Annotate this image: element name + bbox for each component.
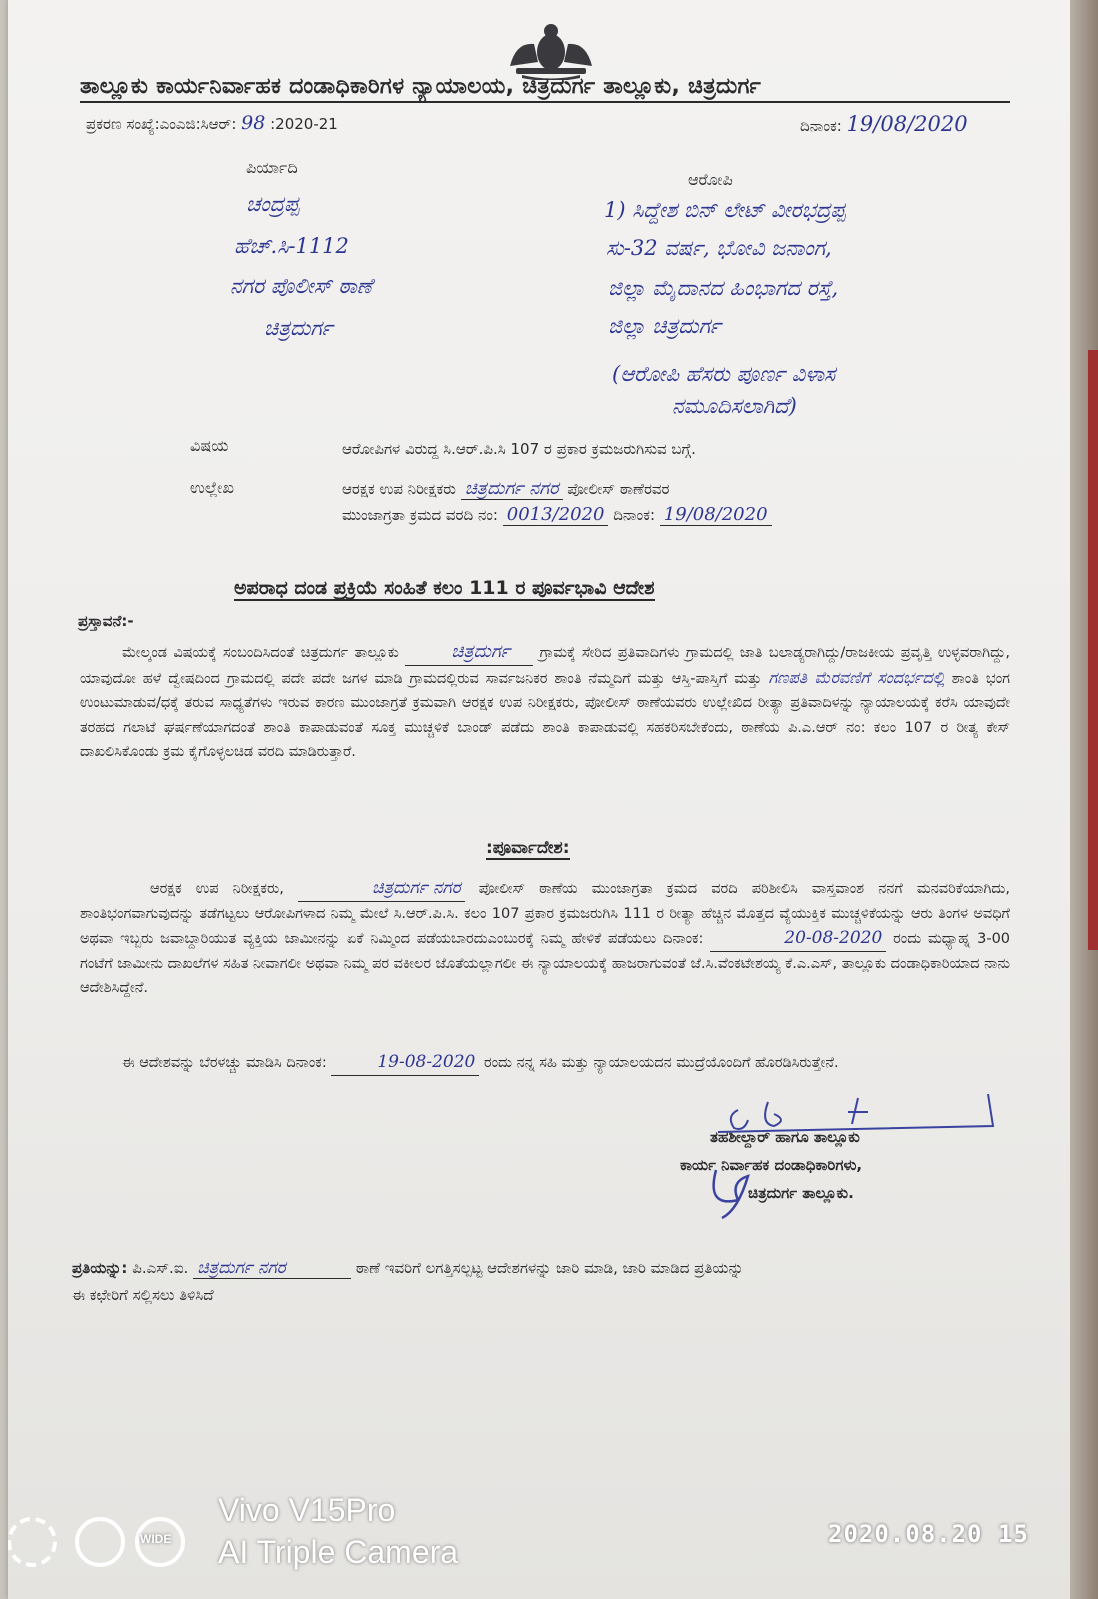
camera-model: Vivo V15Pro bbox=[218, 1492, 396, 1528]
accused-line-3: ಜಿಲ್ಲಾ ಮೈದಾನದ ಹಿಂಭಾಗದ ರಸ್ತೆ, bbox=[608, 276, 839, 300]
camera-lens-icon bbox=[8, 1508, 198, 1588]
copy-station-fill: ಚಿತ್ರದುರ್ಗ ನಗರ bbox=[193, 1258, 351, 1279]
order-title: ಅಪರಾಧ ದಂಡ ಪ್ರಕ್ರಿಯೆ ಸಂಹಿತೆ ಕಲಂ 111 ರ ಪೂರ್ವಭಾವಿ ಆದೇಶ bbox=[234, 577, 655, 599]
state-emblem-icon bbox=[502, 22, 600, 80]
order-paragraph bbox=[80, 876, 1010, 1001]
preamble-label: ಪ್ರಸ್ತಾವನೆ:- bbox=[78, 612, 134, 630]
station-fill: ಚಿತ್ರದುರ್ಗ ನಗರ bbox=[298, 876, 465, 902]
report-date-fill: 19/08/2020 bbox=[660, 504, 772, 526]
case-number-label: ಪ್ರಕರಣ ಸಂಖ್ಯೆ:ಎಂಎಜಿ:ಸಿಆರ್: bbox=[86, 115, 237, 133]
photo-timestamp: 2020.08.20 15 bbox=[828, 1520, 1029, 1548]
signatory-line-2: ಕಾರ್ಯ ನಿರ್ವಾಹಕ ದಂಡಾಧಿಕಾರಿಗಳು, bbox=[680, 1156, 863, 1174]
accused-line-6: ನಮೂದಿಸಲಾಗಿದೆ) bbox=[672, 394, 797, 418]
complainant-heading: ಪಿರ್ಯಾದಿ bbox=[246, 158, 298, 177]
accused-line-5: (ಆರೋಪಿ ಹೆಸರು ಪೂರ್ಣ ವಿಳಾಸ bbox=[612, 362, 836, 386]
complainant-line-2: ಹೆಚ್.ಸಿ-1112 bbox=[234, 234, 349, 258]
case-number-value: 98 bbox=[241, 112, 266, 134]
date-label: ದಿನಾಂಕ: bbox=[800, 117, 842, 135]
copy-to-line-1 bbox=[72, 1258, 744, 1279]
case-year: :2020-21 bbox=[270, 115, 338, 133]
subject-label: ವಿಷಯ bbox=[190, 436, 229, 455]
reference-line-2 bbox=[342, 504, 772, 526]
preamble-paragraph bbox=[80, 640, 1010, 765]
case-number-line bbox=[86, 112, 338, 134]
accused-line-2: ಸು-32 ವರ್ಷ, ಭೋವಿ ಜನಾಂಗ, bbox=[606, 236, 832, 260]
document-page bbox=[8, 0, 1070, 1599]
paragraph-text: ರಂದು ನನ್ನ ಸಹಿ ಮತ್ತು ನ್ಯಾಯಾಲಯದನ ಮುದ್ರೆಯೊಂದಿಗೆ ಹೊರಡಿಸಿರುತ್ತೇನೆ. bbox=[483, 1055, 839, 1071]
accused-heading: ಆರೋಪಿ bbox=[688, 170, 733, 189]
paragraph-text: ಪೋಲೀಸ್ ಠಾಣೆಯ ಮುಂಜಾಗ್ರತಾ ಕ್ರಮದ ವರದಿ ಪರಿಶೀಲಿಸಿ ವಾಸ್ತವಾಂಶ ನನಗೆ ಮನವರಿಕೆಯಾಗಿದು, ಶಾಂತಿಭಂಗವಾಗುವುದನ್ನು ತಡೆಗಟ್ಟಲು ಆರೋಪಿಗಳಾದ ನಿಮ್ಮ ಮೇಲೆ ಸಿ.ಆರ್.ಪಿ.ಸಿ. ಕಲಂ 107 ಪ್ರಕಾರ ಕ್ರಮಜರುಗಿಸಿ 111 ರ ರೀತ್ಯಾ ಹೆಚ್ಚಿನ ಮೊತ್ತದ ವ್ಯೆಯುಕ್ತಿಕ ಮುಚ್ಚಳಿಕೆಯನ್ನು ಆರು ತಿಂಗಳ ಅವಧಿಗೆ ಅಥವಾ ಇಬ್ಬರು ಜವಾಬ್ದಾರಿಯುತ ವ್ಯಕ್ತಿಯ ಜಾಮೀನನ್ನು ಏಕೆ ನಿಮ್ಮಿಂದ ಪಡೆಯಬಾರದುಎಂಬುರಕ್ಕೆ ನಿಮ್ಮ ಹೇಳಿಕೆ ಪಡೆಯಲು ದಿನಾಂಕ: bbox=[80, 881, 1011, 947]
accused-line-4: ಜಿಲ್ಲಾ ಚಿತ್ರದುರ್ಗ bbox=[608, 314, 721, 338]
copy-to-text: ಠಾಣೆ ಇವರಿಗೆ ಲಗತ್ತಿಸಲ್ಪಟ್ಟ ಆದೇಶಗಳನ್ನು ಜಾರಿ ಮಾಡಿ, ಜಾರಿ ಮಾಡಿದ ಪ್ರತಿಯನ್ನು bbox=[355, 1259, 744, 1277]
camera-caption: AI Triple Camera bbox=[218, 1534, 459, 1570]
paragraph-text: ಈ ಆದೇಶವನ್ನು ಬೆರಳಚ್ಚು ಮಾಡಿಸಿ ದಿನಾಂಕ: bbox=[122, 1055, 327, 1071]
complainant-line-1: ಚಂದ್ರಪ್ಪ bbox=[246, 192, 300, 216]
reference-text: ಮುಂಜಾಗ್ರತಾ ಕ್ರಮದ ವರದಿ ನಂ: bbox=[342, 506, 498, 524]
issue-date-fill: 19-08-2020 bbox=[331, 1050, 479, 1076]
copy-to-text: ಪಿ.ಎಸ್.ಐ. bbox=[132, 1259, 189, 1277]
signatory-line-1: ತಹಶೀಲ್ದಾರ್ ಹಾಗೂ ತಾಲ್ಲೂಕು bbox=[710, 1128, 860, 1146]
reference-station-fill: ಚಿತ್ರದುರ್ಗ ನಗರ bbox=[461, 478, 563, 500]
order-date-line bbox=[800, 112, 968, 136]
complainant-line-3: ನಗರ ಪೊಲೀಸ್ ಠಾಣೆ bbox=[230, 274, 373, 298]
paragraph-text: ಮೇಲ್ಕಂಡ ವಿಷಯಕ್ಕೆ ಸಂಬಂದಿಸಿದಂತೆ ಚಿತ್ರದುರ್ಗ ತಾಲ್ಲೂಕು bbox=[122, 645, 399, 661]
report-number-fill: 0013/2020 bbox=[503, 504, 609, 526]
issuance-paragraph bbox=[80, 1050, 1010, 1076]
paragraph-text: ಆರಕ್ಷಕ ಉಪ ನಿರೀಕ್ಷಕರು, bbox=[150, 881, 284, 897]
occasion-fill: ಗಣಪತಿ ಮೆರವಣಿಗೆ ಸಂದರ್ಭದಲ್ಲಿ bbox=[768, 667, 945, 687]
folder-edge bbox=[1088, 350, 1098, 950]
signatory-line-3: ಚಿತ್ರದುರ್ಗ ತಾಲ್ಲೂಕು. bbox=[748, 1184, 854, 1202]
village-fill: ಚಿತ್ರದುರ್ಗ bbox=[405, 640, 533, 666]
reference-line-1 bbox=[342, 478, 669, 500]
reference-text: ಪೋಲೀಸ್ ಠಾಣೆರವರ bbox=[567, 480, 670, 498]
reference-text: ಆರಕ್ಷಕ ಉಪ ನಿರೀಕ್ಷಕರು bbox=[342, 480, 456, 498]
preliminary-order-heading: :ಪೂರ್ವಾದೇಶ: bbox=[486, 838, 570, 858]
reference-label: ಉಲ್ಲೇಖ bbox=[190, 478, 234, 497]
complainant-line-4: ಚಿತ್ರದುರ್ಗ bbox=[264, 316, 333, 340]
paragraph-text: ರಂದು ಮಧ್ಯಾಹ್ನ 3-00 ಗಂಟೆಗೆ ಜಾಮೀನು ದಾಖಲೆಗಳ ಸಹಿತ ನೀವಾಗಲೀ ಅಥವಾ ನಿಮ್ಮ ಪರ ವಕೀಲರ ಜೊತೆಯಲ್ಲಾಗಲೀ ಈ ನ್ಯಾಯಾಲಯಕ್ಕೆ ಹಾಜರಾಗುವಂತೆ ಜೆ.ಸಿ.ವೆಂಕಟೇಶಯ್ಯ ಕೆ.ಎ.ಎಸ್, ತಾಲ್ಲೂಕು ದಂಡಾಧಿಕಾರಿಯಾದ ನಾನು ಆದೇಶಿಸಿದ್ದೇನೆ. bbox=[80, 931, 1011, 996]
accused-line-1: 1) ಸಿದ್ದೇಶ ಬಿನ್ ಲೇಟ್ ವೀರಭದ್ರಪ್ಪ bbox=[604, 198, 846, 222]
order-date-value: 19/08/2020 bbox=[846, 112, 968, 136]
wide-badge: WIDE bbox=[140, 1532, 172, 1546]
subject-text: ಆರೋಪಿಗಳ ವಿರುದ್ದ ಸಿ.ಆರ್.ಪಿ.ಸಿ 107 ರ ಪ್ರಕಾರ ಕ್ರಮಜರುಗಿಸುವ ಬಗ್ಗೆ. bbox=[342, 440, 696, 458]
office-title: ತಾಲ್ಲೂಕು ಕಾರ್ಯನಿರ್ವಾಹಕ ದಂಡಾಧಿಕಾರಿಗಳ ನ್ಯಾಯಾಲಯ, ಚಿತ್ರದುರ್ಗ ತಾಲ್ಲೂಕು, ಚಿತ್ರದುರ್ಗ bbox=[80, 74, 1010, 103]
hearing-date-fill: 20-08-2020 bbox=[710, 926, 886, 952]
paragraph-text: ಶಾಂತಿ ಭಂಗ ಉಂಟುಮಾಡುವ/ಧಕ್ಕೆ ತರುವ ಸಾಧ್ಯತೆಗಳು ಇರುವ ಕಾರಣ ಮುಂಜಾಗ್ರತೆ ಕ್ರಮವಾಗಿ ಆರಕ್ಷಕ ಉಪ ನಿರೀಕ್ಷಕರು, ಪೋಲೀಸ್ ಠಾಣೆಯವರು ಉಲ್ಲೇಖಿದ ರೀತ್ಯಾ ಪ್ರತಿವಾದಿಳನ್ನು ನ್ಯಾಯಾಲಯಕ್ಕೆ ಕರೆಸಿ ಯಾವುದೇ ತರಹದ ಗಲಾಟೆ ಘರ್ಷಣೆಯಾಗದಂತೆ ಶಾಂತಿ ಕಾಪಾಡುವಂತೆ ಸೂಕ್ತ ಮುಚ್ಚಳಿಕೆ ಬಾಂಡ್ ಪಡೆದು ಶಾಂತಿ ಕಾಪಾಡುವಲ್ಲಿ ಸಹಕರಿಸಬೇಕೆಂದು, ಠಾಣೆಯ ಪಿ.ಎ.ಆರ್ ನಂ: ಕಲಂ 107 ರ ರೀತ್ಯ ಕೇಸ್ ದಾಖಲಿಸಿಕೊಂಡು ಕ್ರಮ ಕೈಗೊಳ್ಳಲಚಿಡ ವರದಿ ಮಾಡಿರುತ್ತಾರೆ. bbox=[80, 670, 1011, 760]
reference-text: ದಿನಾಂಕ: bbox=[613, 506, 656, 524]
copy-to-label: ಪ್ರತಿಯನ್ನು: bbox=[72, 1259, 128, 1277]
paragraph-text: ಗ್ರಾಮಕ್ಕೆ ಸೇರಿದ ಪ್ರತಿವಾದಿಗಳು ಗ್ರಾಮದಲ್ಲಿ ಜಾತಿ ಬಲಾಡ್ಯರಾಗಿದ್ದು/ರಾಜಕೀಯ ಪ್ರವೃತ್ತಿ ಉಳ್ಳವರಾಗಿದ್ದು, ಯಾವುದೋ ಹಳೆ ದ್ವೇಷದಿಂದ ಗ್ರಾಮದಲ್ಲಿ ಪದೇ ಪದೇ ಜಗಳ ಮಾಡಿ ಗ್ರಾಮದಲ್ಲಿರುವ ಸಾರ್ವಜನಿಕರ ಶಾಂತಿ ನೆಮ್ಮದಿಗೆ ಮತ್ತು ಆಸ್ತಿ-ಪಾಸ್ತಿಗೆ ಮತ್ತು bbox=[80, 645, 1010, 687]
copy-to-line-2: ಈ ಕಛೇರಿಗೆ ಸಲ್ಲಿಸಲು ತಿಳಿಸಿದೆ bbox=[72, 1286, 214, 1304]
